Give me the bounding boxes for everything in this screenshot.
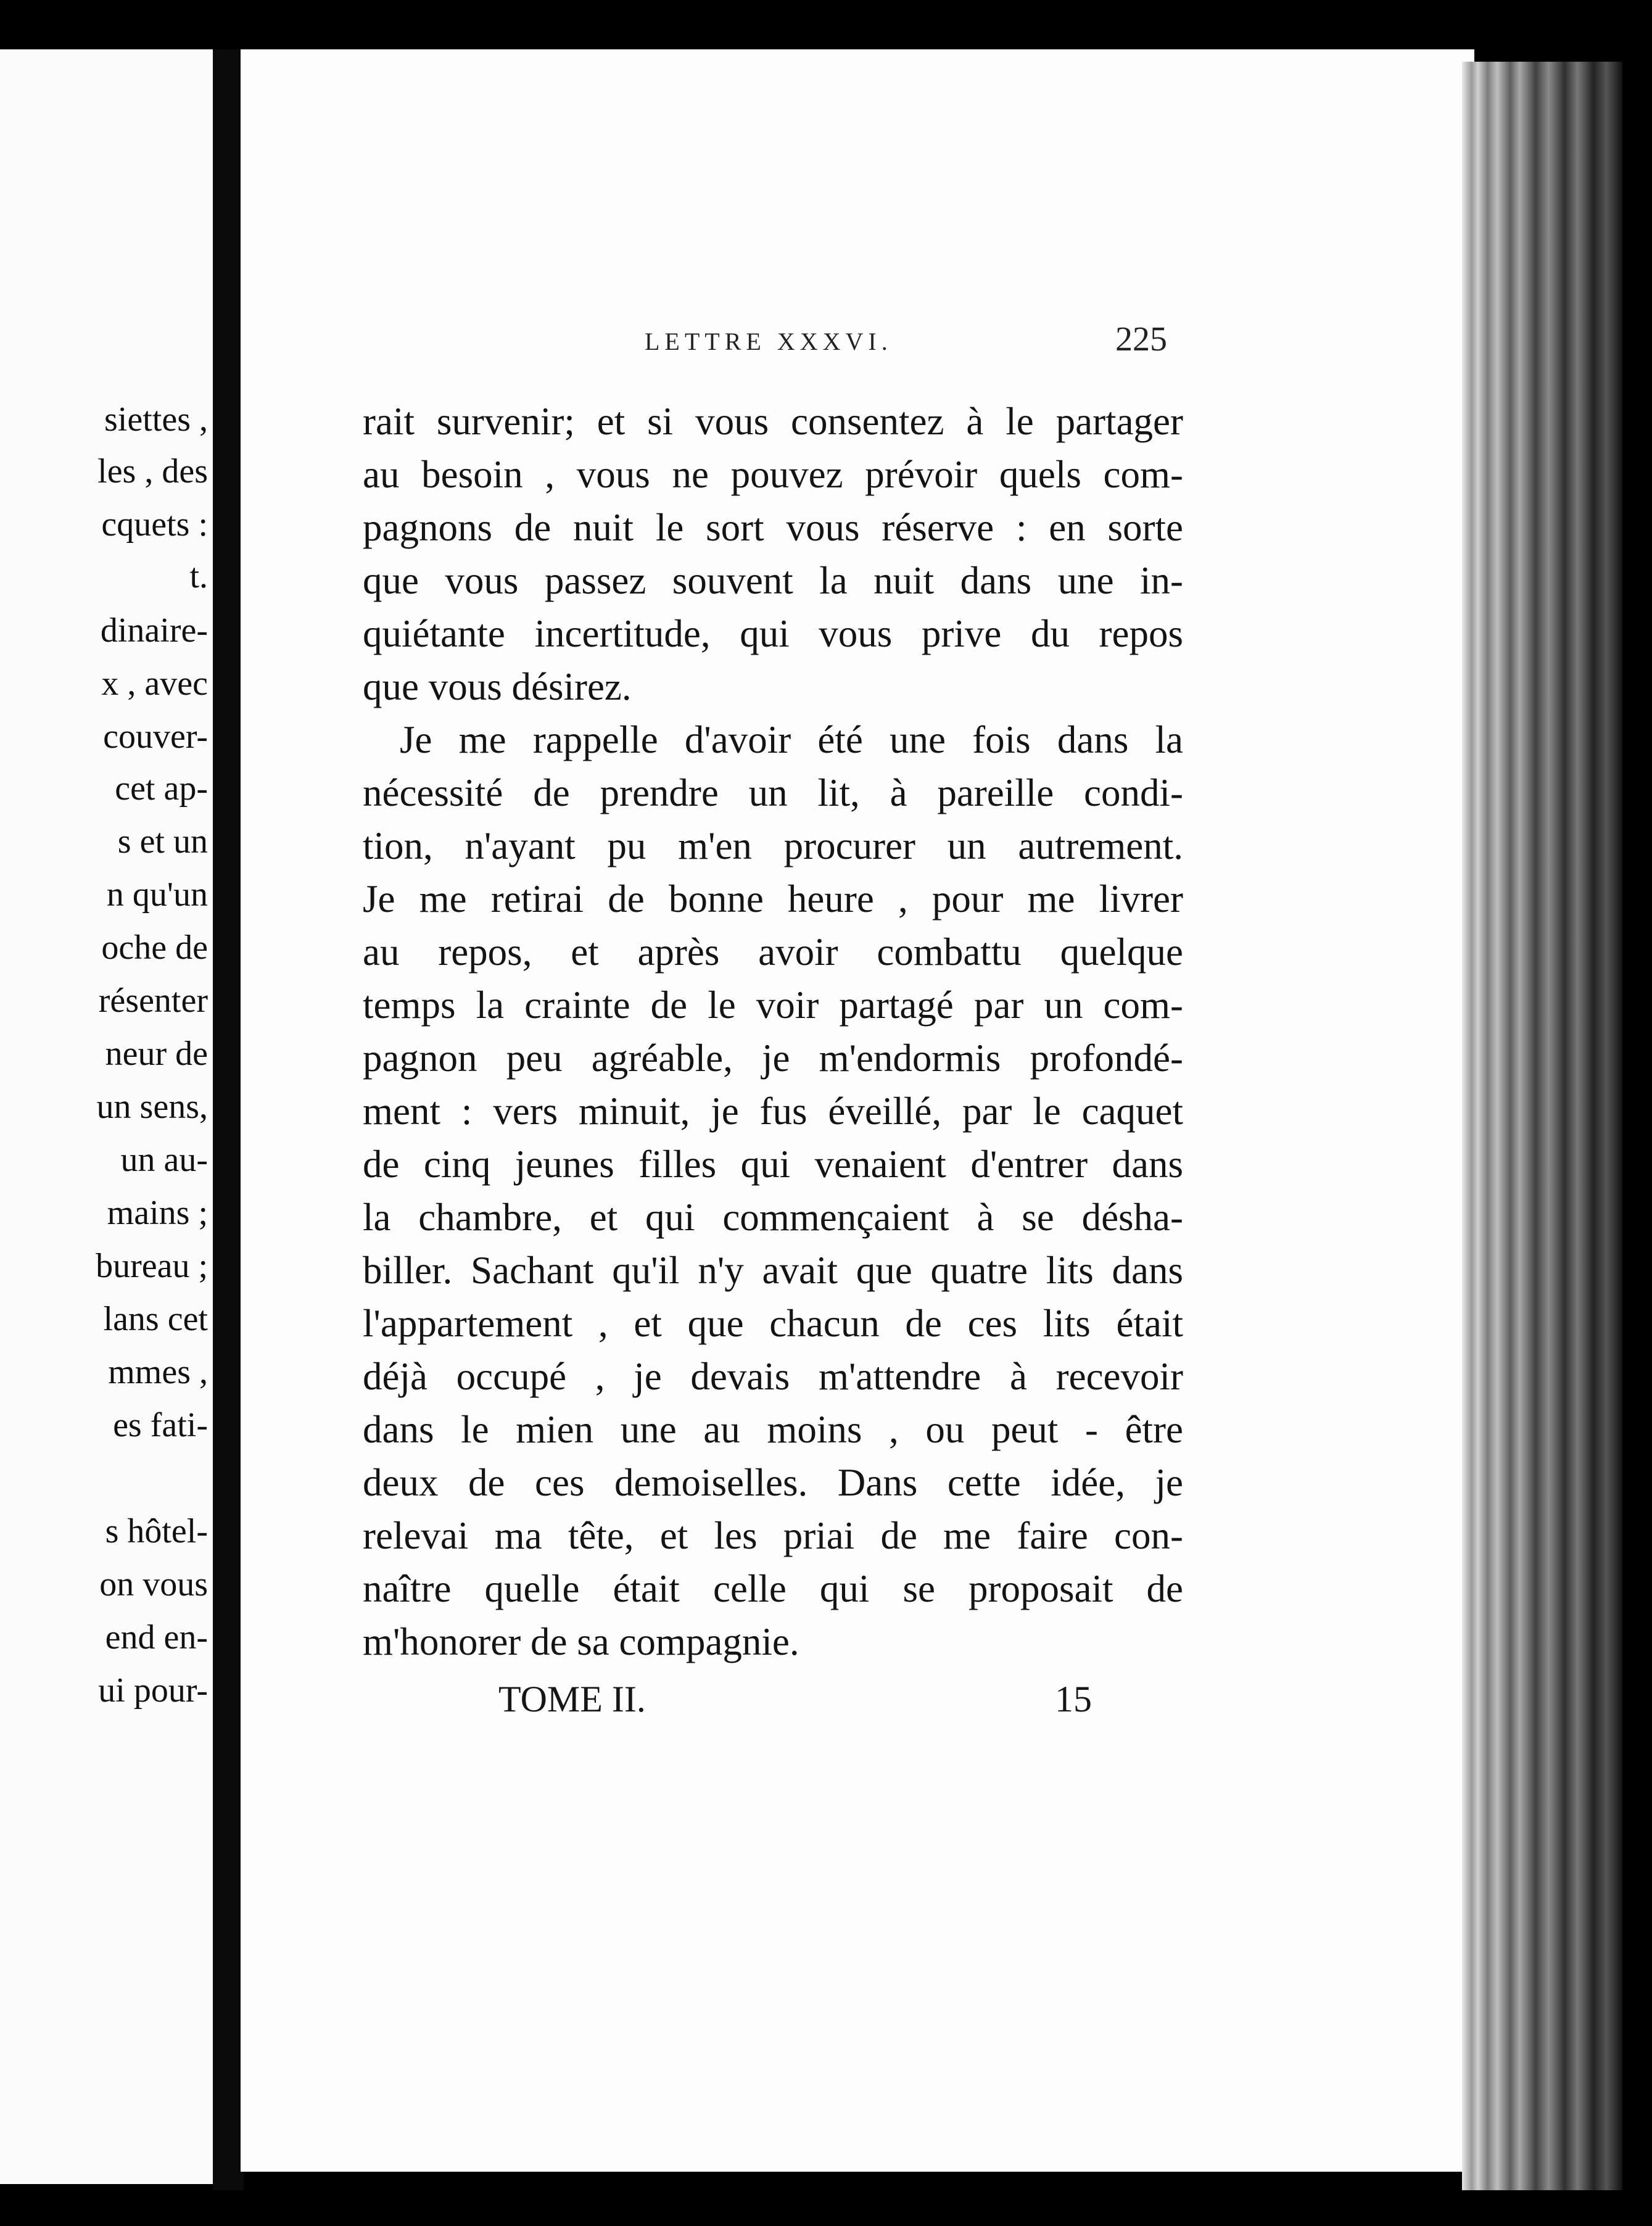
text-line: la chambre, et qui commençaient à se désha- [363,1196,1183,1239]
footer-sheet-number: 15 [1055,1679,1092,1719]
left-page-line: s hôtel- [105,1512,208,1550]
left-page-line: on vous [99,1565,208,1603]
text-line: que vous passez souvent la nuit dans une in- [363,559,1183,602]
text-line: rait survenir; et si vous consentez à le partager [363,400,1183,443]
left-page-line: end en- [105,1618,208,1657]
left-page-line: x , avec [101,664,208,703]
left-page-line: couver- [103,718,208,756]
left-page-line: n qu'un [106,875,208,914]
text-line: relevai ma tête, et les priai de me faire con- [363,1514,1183,1557]
left-page-line: les , des [97,452,208,490]
left-page-line: cquets : [101,505,208,544]
footer-volume-signature: TOME II. [498,1679,646,1719]
left-page-line: mains ; [107,1194,208,1232]
text-line: de cinq jeunes filles qui venaient d'entrer dans [363,1143,1183,1186]
text-line: deux de ces demoiselles. Dans cette idée, je [363,1461,1183,1504]
text-line: dans le mien une au moins , ou peut - être [363,1408,1183,1451]
text-line: biller. Sachant qu'il n'y avait que quatre lits dans [363,1249,1183,1292]
paragraph-2 [363,713,1183,1668]
left-page-line: un sens, [96,1088,208,1126]
left-page-line: t. [189,557,208,595]
left-page-line: siettes , [104,400,208,439]
left-page-line: neur de [105,1035,208,1073]
text-line: au besoin , vous ne pouvez prévoir quels com- [363,453,1183,496]
text-line: déjà occupé , je devais m'attendre à recevoir [363,1355,1183,1398]
text-line: pagnons de nuit le sort vous réserve : en sorte [363,506,1183,549]
left-page-line: ui pour- [98,1671,208,1710]
text-line: naître quelle était celle qui se proposait de [363,1567,1183,1610]
left-page-line: s et un [117,822,208,861]
left-page-line: es fati- [113,1406,208,1444]
left-page-line: bureau ; [96,1247,208,1285]
text-line: au repos, et après avoir combattu quelque [363,930,1183,974]
text-line: l'appartement , et que chacun de ces lits était [363,1302,1183,1345]
left-page [0,49,213,2184]
body-text [363,395,1183,1668]
book-gutter [213,49,244,2190]
page-number: 225 [1115,320,1167,358]
text-line: m'honorer de sa compagnie. [363,1620,799,1663]
text-line: nécessité de prendre un lit, à pareille condi- [363,771,1183,814]
left-page-line: un au- [120,1141,208,1179]
text-line: que vous désirez. [363,665,632,708]
text-line: tion, n'ayant pu m'en procurer un autrement. [363,824,1183,867]
text-line: temps la crainte de le voir partagé par un com- [363,983,1183,1027]
text-line: ment : vers minuit, je fus éveillé, par le caquet [363,1090,1183,1133]
left-page-line: cet ap- [115,769,208,808]
book-fore-edge [1462,62,1622,2190]
paragraph-1 [363,395,1183,713]
left-page-line: lans cet [103,1300,208,1338]
left-page-line: résenter [98,982,208,1020]
running-head: LETTRE XXXVI. [645,328,893,355]
text-line: quiétante incertitude, qui vous prive du repos [363,612,1183,655]
text-line: Je me retirai de bonne heure , pour me livrer [363,877,1183,921]
left-page-line: dinaire- [100,611,208,650]
text-line: pagnon peu agréable, je m'endormis profondé- [363,1036,1183,1080]
left-page-line: oche de [101,929,208,967]
text-line: Je me rappelle d'avoir été une fois dans la [400,718,1183,761]
left-page-line: mmes , [108,1353,208,1391]
